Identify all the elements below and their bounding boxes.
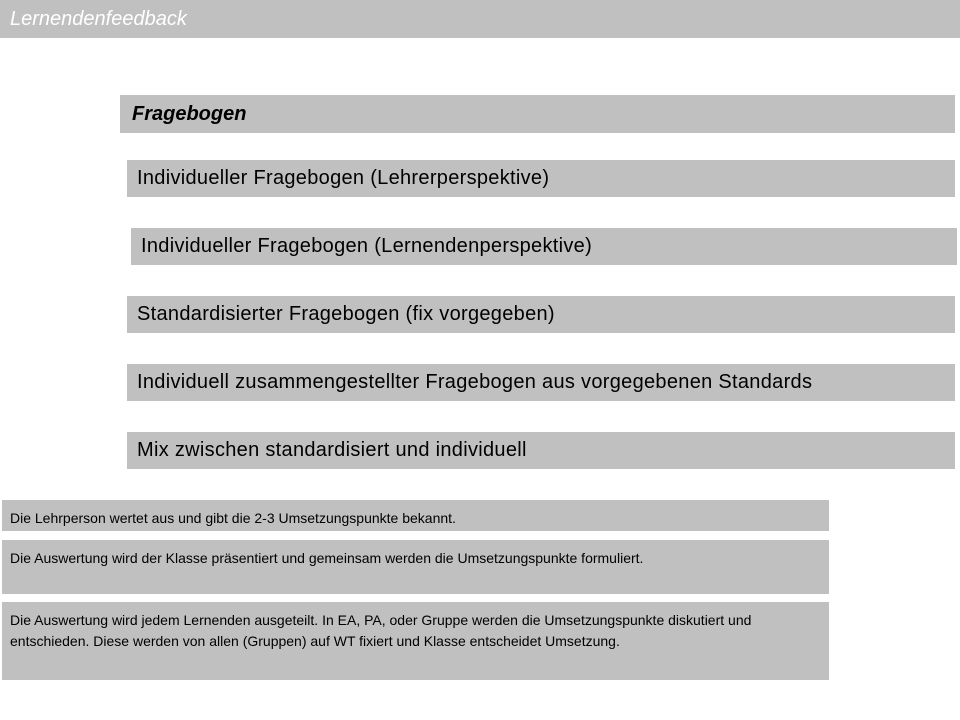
option-label: Individueller Fragebogen (Lernendenperspektive) [141,235,593,257]
option-label: Individuell zusammengestellter Fragebogen aus vorgegebenen Standards [137,371,813,393]
header-bar [0,0,960,38]
option-label: Mix zwischen standardisiert und individuell [137,439,527,461]
note-learner-distribution[interactable] [2,602,829,680]
note-class-presentation[interactable] [2,540,829,594]
section-header [120,95,955,133]
option-individual-teacher[interactable] [127,160,955,197]
option-label: Individueller Fragebogen (Lehrerperspektive) [137,167,550,189]
option-individual-learner[interactable] [131,228,957,265]
note-text: Die Lehrperson wertet aus und gibt die 2-3 Umsetzungspunkte bekannt. [10,510,456,526]
option-mix[interactable] [127,432,955,469]
note-teacher-evaluates[interactable] [2,500,829,531]
note-text: Die Auswertung wird jedem Lernenden ausgeteilt. In EA, PA, oder Gruppe werden die Umsetzungspunkte diskutiert und entschieden. Diese werden von allen (Gruppen) auf WT fixiert und Klasse entscheidet Umsetzung. [10,612,752,649]
option-label: Standardisierter Fragebogen (fix vorgegeben) [137,303,555,325]
section-title: Fragebogen [132,102,247,125]
option-standardized[interactable] [127,296,955,333]
option-assembled-from-standards[interactable] [127,364,955,401]
note-text: Die Auswertung wird der Klasse präsentiert und gemeinsam werden die Umsetzungspunkte formuliert. [10,550,644,566]
page-title: Lernendenfeedback [10,8,187,30]
